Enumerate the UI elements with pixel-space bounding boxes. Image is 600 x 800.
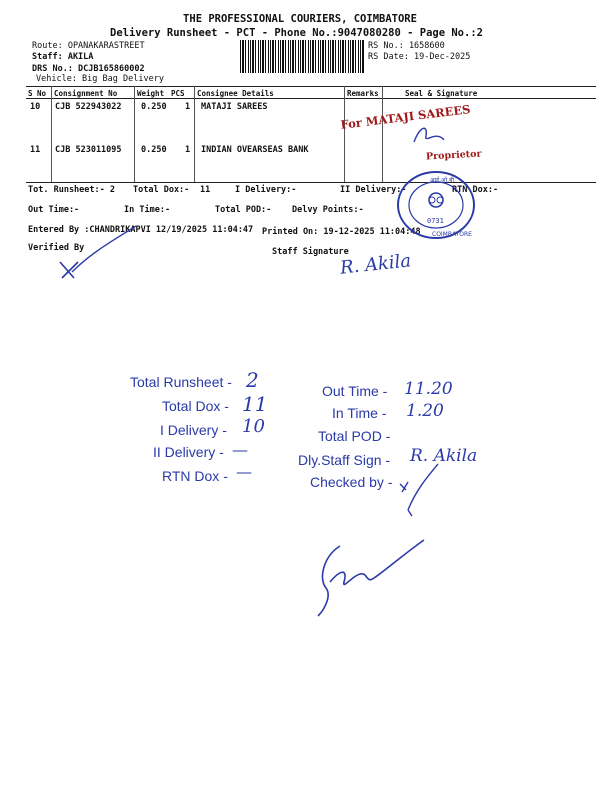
row-sno: 11 <box>30 145 41 155</box>
verified-by-signature <box>52 222 142 282</box>
row-pcs: 1 <box>185 145 191 155</box>
header-remarks: Remarks <box>347 89 379 98</box>
checked-by-signature <box>394 460 444 520</box>
delvy-points-label: Delvy Points:- <box>292 205 364 215</box>
printed-on: Printed On: 19-12-2025 11:04:48 <box>262 227 421 237</box>
table-bottom-rule <box>26 182 596 183</box>
table-header-rule <box>26 98 596 99</box>
hw-in-time-value: 1.20 <box>406 401 444 421</box>
proprietor-stamp: Proprietor <box>425 148 482 163</box>
rs-date: RS Date: 19-Dec-2025 <box>368 52 471 62</box>
company-title: THE PROFESSIONAL COURIERS, COIMBATORE <box>183 13 417 25</box>
col-divider <box>134 86 135 182</box>
hw-dly-staff-sign-value: R. Akila <box>410 446 478 466</box>
runsheet-subtitle: Delivery Runsheet - PCT - Phone No.:9047080280 - Page No.:2 <box>110 27 483 39</box>
vehicle-text: Vehicle: Big Bag Delivery <box>36 74 164 84</box>
entered-by: Entered By :CHANDRIKAPVI 12/19/2025 11:04:47 <box>28 225 254 235</box>
drs-number: DRS No.: DCJB165860002 <box>32 64 145 74</box>
hw-total-dox-label: Total Dox - <box>162 398 229 414</box>
row-weight: 0.250 <box>141 145 167 155</box>
barcode <box>240 40 364 73</box>
tot-runsheet: Tot. Runsheet:- 2 <box>28 185 115 195</box>
col-divider <box>194 86 195 182</box>
out-time-label: Out Time:- <box>28 205 80 215</box>
bank-seal-code: 0731 <box>427 217 444 225</box>
staff-text: Staff: AKILA <box>32 52 94 62</box>
table-top-rule <box>26 86 596 87</box>
hw-total-runsheet-label: Total Runsheet - <box>130 374 232 390</box>
header-consignee: Consignee Details <box>197 89 274 98</box>
hw-total-pod-label: Total POD - <box>318 428 391 444</box>
row-consignment-no: CJB 522943022 <box>55 102 122 112</box>
hw-rtn-dox-value: — <box>236 462 252 481</box>
rtn-dox-label: RTN Dox:- <box>452 185 499 195</box>
rs-number: RS No.: 1658600 <box>368 41 445 51</box>
header-weight: Weight <box>137 89 165 98</box>
hw-out-time-value: 11.20 <box>404 379 453 399</box>
mataji-stamp <box>339 98 471 133</box>
hw-ii-delivery-value: — <box>232 440 248 459</box>
staff-signature-label: Staff Signature <box>272 247 349 257</box>
hw-out-time-label: Out Time - <box>322 383 388 399</box>
ii-delivery-label: II Delivery:- <box>340 185 407 195</box>
hw-total-runsheet-value: 2 <box>246 368 259 392</box>
hw-ii-delivery-label: II Delivery - <box>153 444 224 460</box>
hw-i-delivery-label: I Delivery - <box>160 422 227 438</box>
bank-seal-top-text: आई.ओ.बी <box>430 177 455 184</box>
row-consignee: INDIAN OVEARSEAS BANK <box>201 145 309 155</box>
total-dox-value: 11 <box>200 185 211 195</box>
header-pcs: PCS <box>171 89 185 98</box>
bank-seal <box>394 170 478 240</box>
large-signature <box>300 528 440 620</box>
route-text: Route: OPANAKARASTREET <box>32 41 145 51</box>
col-divider <box>382 86 383 182</box>
row-consignment-no: CJB 523011095 <box>55 145 122 155</box>
staff-handwritten-signature: R. Akila <box>339 250 413 279</box>
bank-seal-bottom-text: COIMBATORE <box>432 231 472 238</box>
signature-mark <box>410 122 450 150</box>
total-pod-label: Total POD:- <box>215 205 272 215</box>
verified-by-label: Verified By <box>28 243 85 253</box>
hw-in-time-label: In Time - <box>332 405 387 421</box>
header-sno: S No <box>28 89 47 98</box>
total-dox-label: Total Dox:- <box>133 185 190 195</box>
row-sno: 10 <box>30 102 41 112</box>
row-consignee: MATAJI SAREES <box>201 102 268 112</box>
col-divider <box>344 86 345 182</box>
hw-total-dox-value: 11 <box>242 392 268 416</box>
mataji-stamp-text: For MATAJI SAREES <box>339 102 472 132</box>
hw-dly-staff-sign-label: Dly.Staff Sign - <box>298 452 391 468</box>
in-time-label: In Time:- <box>124 205 171 215</box>
row-pcs: 1 <box>185 102 191 112</box>
row-weight: 0.250 <box>141 102 167 112</box>
col-divider <box>51 86 52 182</box>
header-consignment: Consignment No <box>54 89 118 98</box>
hw-checked-by-label: Checked by - <box>310 474 393 490</box>
hw-i-delivery-value: 10 <box>242 416 265 437</box>
header-seal: Seal & Signature <box>405 89 478 98</box>
i-delivery-label: I Delivery:- <box>235 185 297 195</box>
hw-rtn-dox-label: RTN Dox - <box>162 468 228 484</box>
